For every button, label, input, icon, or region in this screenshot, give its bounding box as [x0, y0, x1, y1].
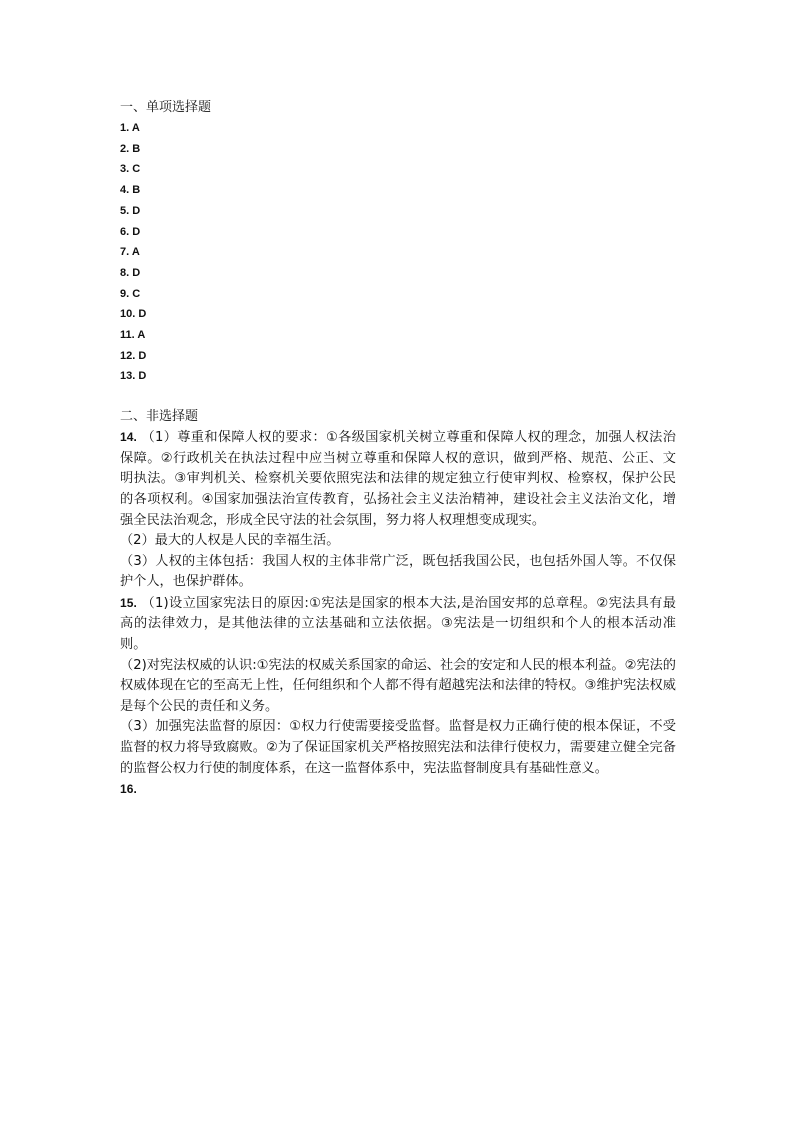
answer-letter: D [132, 266, 141, 279]
q15-part3: （3）加强宪法监督的原因：①权力行使需要接受监督。监督是权力正确行使的根本保证，不受监督的权力将导致腐败。②为了保证国家机关严格按照宪法和法律行使权力，需要建立健全完备的监督公权力行使的制度体系，在这一监督体系中，宪法监督制度具有基础性意义。 [120, 719, 676, 776]
answer-item [120, 242, 676, 263]
answer-letter: B [132, 184, 141, 197]
question-number: 7. [120, 246, 130, 259]
answer-letter: D [132, 204, 141, 217]
question-number: 12. [120, 349, 136, 362]
question-number: 6. [120, 225, 130, 238]
answer-letter: B [132, 142, 141, 155]
answer-item [120, 201, 676, 222]
answer-letter: D [138, 308, 147, 321]
question-number: 8. [120, 266, 130, 279]
q15-part1-text: （1)设立国家宪法日的原因:①宪法是国家的根本大法,是治国安邦的总章程。②宪法具有最高的法律效力，是其他法律的立法基础和立法依据。③宪法是一切组织和个人的根本活动准则。 [120, 595, 677, 653]
answer-item [120, 284, 676, 305]
q14-part2: （2）最大的人权是人民的幸福生活。 [120, 533, 340, 549]
answer-list [120, 118, 676, 387]
question-number: 5. [120, 204, 130, 217]
q15-part1 [120, 593, 676, 656]
question-number: 9. [120, 287, 130, 300]
answer-letter: D [138, 370, 147, 383]
q14-part1-text: （1）尊重和保障人权的要求：①各级国家机关树立尊重和保障人权的理念，加强人权法治保障。②行政机关在执法过程中应当树立尊重和保障人权的意识，做到严格、规范、公正、文明执法。③审判机关、检察机关要依照宪法和法律的规定独立行使审判权、检察权，保护公民的各项权利。④国家加强法治宣传教育，弘扬社会主义法治精神，建设社会主义法治文化，增强全民法治观念，形成全民守法的社会氛围，努力将人权理想变成现实。 [120, 430, 676, 528]
answer-letter: A [137, 329, 146, 342]
answer-letter: D [132, 225, 141, 238]
answer-item [120, 180, 676, 201]
section-title-non-choice: 二、非选择题 [120, 409, 199, 425]
question-number-16: 16. [120, 782, 137, 797]
answer-item [120, 366, 676, 387]
question-number: 2. [120, 142, 130, 155]
answer-item [120, 346, 676, 367]
question-number: 11. [120, 329, 135, 342]
answer-item [120, 159, 676, 180]
answer-item [120, 139, 676, 160]
answer-letter: C [132, 163, 141, 176]
question-number: 3. [120, 163, 130, 176]
q14-part1 [120, 427, 676, 531]
answer-item [120, 304, 676, 325]
answer-item [120, 263, 676, 284]
q15-part2: （2)对宪法权威的认识:①宪法的权威关系国家的命运、社会的安定和人民的根本利益。②宪法的权威体现在它的至高无上性，任何组织和个人都不得有超越宪法和法律的特权。③维护宪法权威是每个公民的责任和义务。 [120, 657, 676, 714]
section-spacer [120, 387, 676, 407]
answer-letter: C [132, 287, 141, 300]
answer-item [120, 325, 676, 346]
question-number: 13. [120, 370, 136, 383]
q16 [120, 779, 676, 801]
question-number-14: 14. [120, 430, 137, 445]
section-title-single-choice: 一、单项选择题 [120, 100, 212, 115]
question-number-15: 15. [120, 595, 137, 610]
q14-part3: （3）人权的主体包括：我国人权的主体非常广泛，既包括我国公民，也包括外国人等。不仅保护个人，也保护群体。 [120, 553, 676, 590]
question-number: 4. [120, 184, 130, 197]
question-number: 1. [120, 122, 130, 134]
answer-item [120, 222, 676, 243]
answer-letter: A [131, 246, 140, 259]
answer-letter: D [138, 349, 147, 362]
document-page [120, 98, 676, 801]
answer-letter: A [131, 122, 140, 134]
question-number: 10. [120, 308, 136, 321]
answer-item [120, 118, 676, 139]
